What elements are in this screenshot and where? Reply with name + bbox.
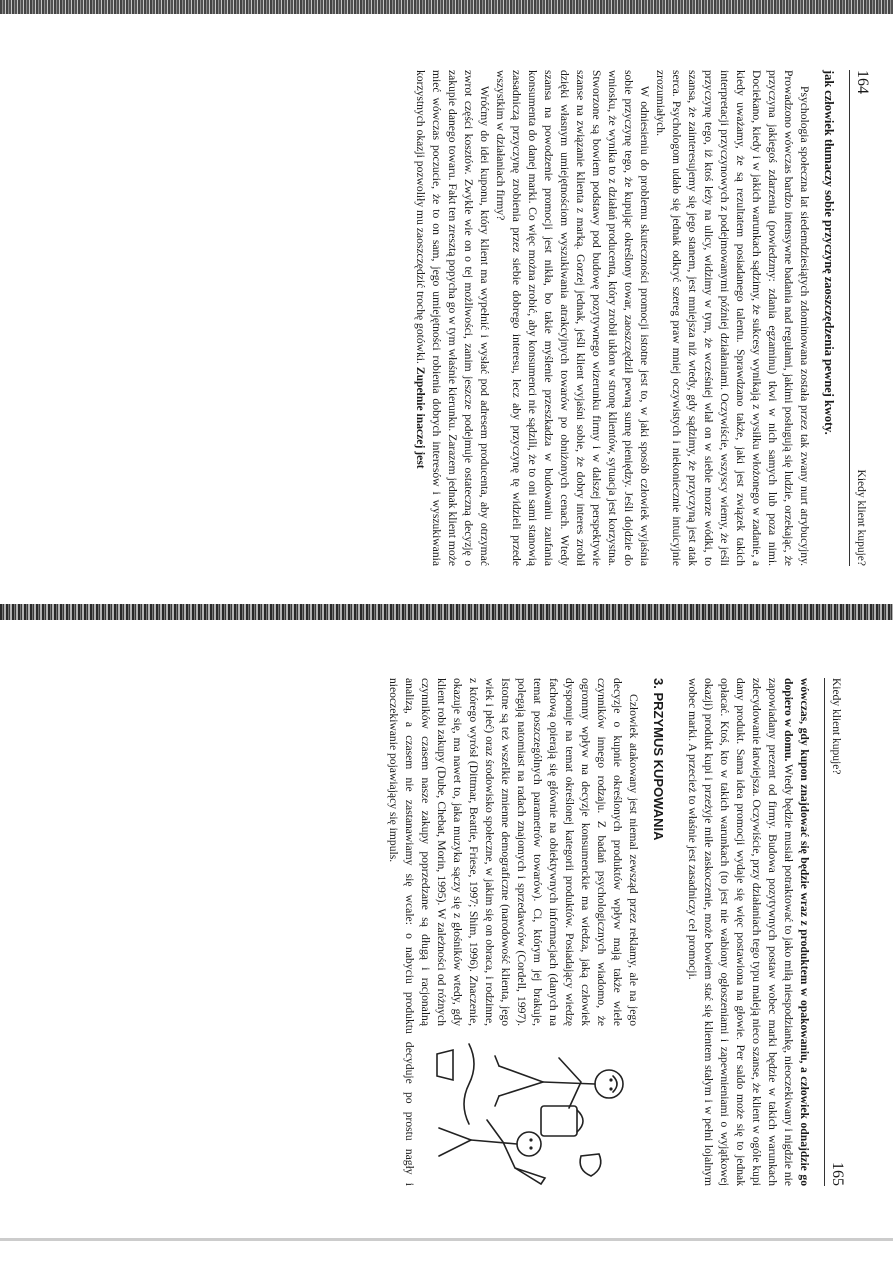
paragraph: W odniesieniu do problemu skuteczności promocji istotne jest to, w jaki sposób człowiek wyjaśnia sobie przyczynę tego, że kupując określony towar, zaoszczędził pewną sumę pieniędzy. Jeśli dojdzie do wniosku, że wynika to z działań producenta, który zrobił ukłon w stronę klientów, sytuacja jest korzystna. Stworzone są bowiem podstawy pod budowę pozytywnego wizerunku firmy i w dalszej perspektywie szanse na związanie klienta z marką. Gorzej jednak, jeśli klient wyjaśni sobie, że dobry interes zrobił dzięki własnym umiejętnościom wyszukiwania atrakcyjnych towarów po obniżonych cenach. Wtedy szansa na powodzenie promocji jest nikła, bo takie myślenie przeszkadza w budowaniu zaufania konsumenta do danej marki. Co więc można zrobić, aby konsumenci nie sądzili, że to oni sami stanowią zasadniczą przyczynę zrobienia przez siebie dobrego interesu, lecz aby przyczynę tę widzieli przede wszystkim w działaniach firmy? <box>494 70 652 566</box>
page-number: 164 <box>854 70 871 94</box>
shoppers-cartoon-icon <box>429 1036 639 1186</box>
scan-edge-top <box>0 0 893 14</box>
page-164 <box>53 28 893 596</box>
paragraph: Człowiek atakowany jest niemal zewsząd przez reklamy, ale na jego decyzje o kupnie określonych produktów wpływ mają także wiele czynników innego rodzaju. Z badań psychologicznych wiadomo, że ogromny wpływ na decyzje konsumenckie ma wiedza, jaką człowiek dysponuje na temat określonej kategorii produktów. Posiadający wiedzę fachową opierają się głównie na obiektywnych informacjach (danych na temat poszczególnych parametrów towarów). Ci, którym jej brakuje, polegają natomiast na radach znajomych i sprzedawców (Cordell, 1997). Istotne są też wszelkie zmienne demograficzne (narodowość klienta, jego wiek i płeć) oraz środowisko społeczne, w jakim się on obraca, i rodzinne, z którego wyrósł (Dittmar, Beattie, Friese, 1997; Shim, 1996). Znaczenie, okazuje się, ma nawet to, jaka muzyka sączy się z głośników wtedy, gdy klient robi zakupy (Dube, Chebat, Morin, 1995). W zależności od różnych czynników czasem nasze zakupy poprzedzane są długą i racjonalną analizą, a czasem nie zastanawiamy się wcale: o nabyciu produktu decyduje po prostu nagły i nieoczekiwanie pojawiający się impuls. <box>387 678 641 1186</box>
page-number: 165 <box>829 1162 846 1186</box>
section-heading: 3. PRZYMUS KUPOWANIA <box>651 678 667 841</box>
running-head-title: Kiedy klient kupuje? <box>830 678 842 775</box>
bold-tail: Zupełnie inaczej jest <box>414 366 428 469</box>
running-head-title: Kiedy klient kupuje? <box>855 469 867 566</box>
running-header <box>849 70 871 566</box>
cartoon-illustration <box>429 1036 639 1186</box>
lead-heading: jak człowiek tłumaczy sobie przyczynę zaoszczędzenia pewnej kwoty. <box>822 70 836 435</box>
paragraph: Psychologia społeczna lat siedemdziesiątych zdominowana została przez tak zwany nurt atrybucyjny. Prowadzono wówczas bardzo intensywne badania nad regułami, jakimi posługują się ludzie, orzekając, że przyczyna jakiegoś zdarzenia (powiedzmy: zdania egzaminu) tkwi w nich samych lub poza nimi. Dociekano, kiedy i w jakich warunkach sądzimy, że sukcesy wynikają z wysiłku włożonego w zadanie, a kiedy uważamy, że są rezultatem posiadanego talentu. Sprawdzano także, jaki jest związek takich interpretacji przyczynowych z podejmowanymi później działaniami. Oczywiście, wszyscy wiemy, że jeśli przyczynę tego, iż ktoś leży na ulicy, widzimy w tym, że wcześniej wlał on w siebie morze wódki, to szansa, że zainteresujemy się jego stanem, jest mniejsza niż wtedy, gdy sądzimy, że przyczyną jest atak serca. Psychologom udało się jednak odkryć szereg praw mniej oczywistych i niekoniecznie intuicyjnie zrozumiałych. <box>654 70 811 566</box>
running-header <box>824 678 846 1186</box>
page-165 <box>38 636 868 1216</box>
paragraph-text: Wróćmy do idei kuponu, który klient ma wypełnić i wysłać pod adresem producenta, aby otrzymać zwrot części kosztów. Zwykle wie on o tej możliwości, zanim jeszcze podejmuje ostateczną decyzję o zakupie danego towaru. Fakt ten zresztą popycha go w tym właśnie kierunku. Zarazem jednak klient może mieć wówczas poczucie, że to on sam, jego umiejętności robienia dobrych interesów i wyszukiwania korzystnych okazji pozwoliły mu zaoszczędzić trochę gotówki. <box>414 70 492 566</box>
scan-edge-bottom <box>0 1238 893 1241</box>
bold-continuation: wówczas, gdy kupon znajdować się będzie wraz z produktem w opakowaniu, a człowiek odnajdzie go dopiero w domu. <box>782 678 811 1186</box>
book-gutter-fold <box>0 604 893 620</box>
paragraph <box>684 678 812 1186</box>
paragraph <box>412 70 492 566</box>
paragraph-text: Wtedy będzie musiał potraktować to jako miłą niespodziankę, nieoczekiwany i nigdzie nie zapowiadany prezent od firmy. Budowa pozytywnych postaw wobec marki będzie w takich warunkach zdecydowanie łatwiejsza. Oczywiście, przy działaniach tego typu maleją nieco szanse, że klient w ogóle kupi dany produkt. Sama idea promocji wydaje się więc postawiona na głowie. Per saldo może się to jednak opłacać. Ktoś, kto w takich warunkach (to jest nie wabiony ogłoszeniami i zapewnieniami o wyjątkowej okazji) produkt kupi i przeżyje miłe zaskoczenie, może bowiem stać się klientem stałym i w pełni lojalnym wobec marki. A przecież to właśnie jest zasadniczy cel promocji. <box>686 678 796 1186</box>
